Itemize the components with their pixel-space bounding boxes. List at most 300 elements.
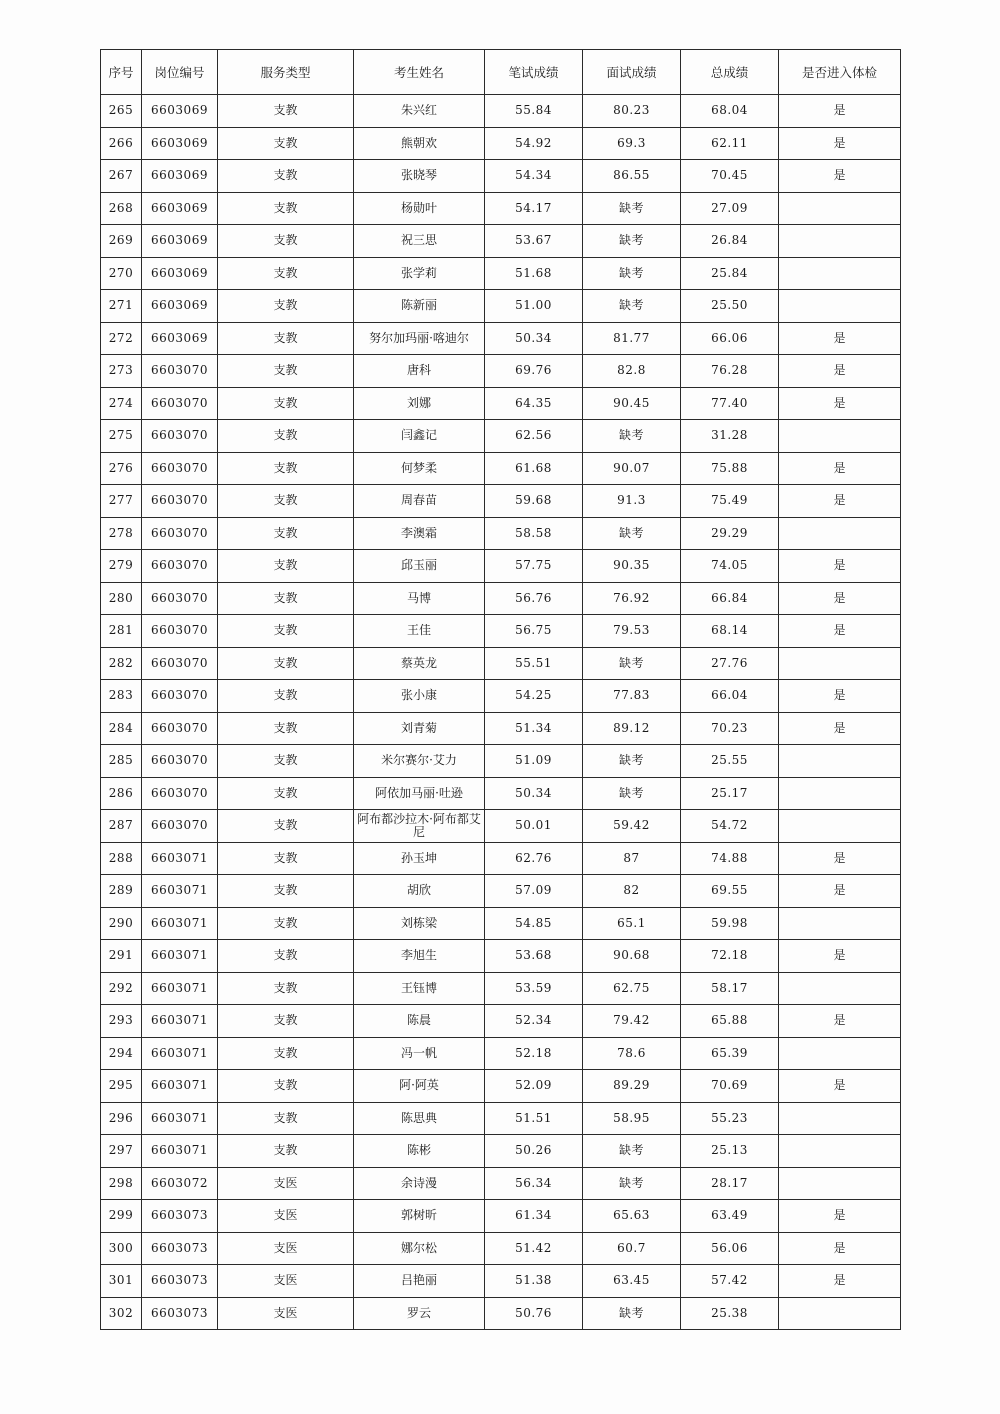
cell-candidate-name: 李旭生 <box>354 940 485 973</box>
cell-interview-score: 82.8 <box>583 355 681 388</box>
cell-seq: 299 <box>101 1200 142 1233</box>
cell-post-code: 6603071 <box>142 940 218 973</box>
header-seq: 序号 <box>101 50 142 95</box>
cell-service-type: 支教 <box>218 257 354 290</box>
header-written-score: 笔试成绩 <box>485 50 583 95</box>
cell-written-score: 53.59 <box>485 972 583 1005</box>
cell-physical-exam: 是 <box>779 842 901 875</box>
cell-post-code: 6603069 <box>142 95 218 128</box>
cell-total-score: 26.84 <box>681 225 779 258</box>
cell-interview-score: 89.29 <box>583 1070 681 1103</box>
cell-candidate-name: 吕艳丽 <box>354 1265 485 1298</box>
table-row <box>101 322 901 355</box>
cell-service-type: 支医 <box>218 1297 354 1330</box>
cell-candidate-name: 冯一帆 <box>354 1037 485 1070</box>
cell-physical-exam: 是 <box>779 387 901 420</box>
cell-post-code: 6603073 <box>142 1297 218 1330</box>
cell-interview-score: 缺考 <box>583 1167 681 1200</box>
table-row <box>101 517 901 550</box>
cell-physical-exam: 是 <box>779 95 901 128</box>
cell-seq: 295 <box>101 1070 142 1103</box>
score-table <box>100 49 901 1330</box>
cell-seq: 284 <box>101 712 142 745</box>
cell-service-type: 支教 <box>218 810 354 843</box>
cell-service-type: 支教 <box>218 517 354 550</box>
cell-physical-exam <box>779 517 901 550</box>
cell-physical-exam <box>779 1037 901 1070</box>
cell-physical-exam <box>779 1135 901 1168</box>
cell-total-score: 28.17 <box>681 1167 779 1200</box>
cell-written-score: 62.56 <box>485 420 583 453</box>
cell-candidate-name: 张小康 <box>354 680 485 713</box>
cell-written-score: 57.75 <box>485 550 583 583</box>
table-row <box>101 1232 901 1265</box>
cell-physical-exam <box>779 290 901 323</box>
cell-physical-exam: 是 <box>779 582 901 615</box>
cell-post-code: 6603071 <box>142 1135 218 1168</box>
cell-total-score: 25.55 <box>681 745 779 778</box>
table-row <box>101 647 901 680</box>
cell-candidate-name: 马博 <box>354 582 485 615</box>
cell-interview-score: 59.42 <box>583 810 681 843</box>
cell-total-score: 69.55 <box>681 875 779 908</box>
cell-total-score: 70.45 <box>681 160 779 193</box>
cell-physical-exam: 是 <box>779 550 901 583</box>
cell-physical-exam: 是 <box>779 1005 901 1038</box>
cell-service-type: 支教 <box>218 972 354 1005</box>
cell-total-score: 25.84 <box>681 257 779 290</box>
cell-service-type: 支教 <box>218 1102 354 1135</box>
cell-seq: 283 <box>101 680 142 713</box>
cell-physical-exam: 是 <box>779 940 901 973</box>
cell-written-score: 59.68 <box>485 485 583 518</box>
cell-interview-score: 缺考 <box>583 647 681 680</box>
cell-physical-exam <box>779 1167 901 1200</box>
cell-physical-exam: 是 <box>779 615 901 648</box>
table-row <box>101 810 901 843</box>
cell-written-score: 51.68 <box>485 257 583 290</box>
cell-service-type: 支教 <box>218 485 354 518</box>
cell-post-code: 6603070 <box>142 712 218 745</box>
cell-service-type: 支教 <box>218 875 354 908</box>
cell-seq: 267 <box>101 160 142 193</box>
cell-service-type: 支教 <box>218 712 354 745</box>
table-row <box>101 680 901 713</box>
cell-seq: 269 <box>101 225 142 258</box>
cell-total-score: 25.17 <box>681 777 779 810</box>
cell-seq: 287 <box>101 810 142 843</box>
cell-physical-exam: 是 <box>779 1232 901 1265</box>
cell-interview-score: 89.12 <box>583 712 681 745</box>
cell-post-code: 6603073 <box>142 1265 218 1298</box>
cell-seq: 298 <box>101 1167 142 1200</box>
cell-service-type: 支教 <box>218 647 354 680</box>
cell-post-code: 6603073 <box>142 1232 218 1265</box>
cell-seq: 294 <box>101 1037 142 1070</box>
cell-interview-score: 缺考 <box>583 192 681 225</box>
cell-total-score: 65.39 <box>681 1037 779 1070</box>
cell-interview-score: 87 <box>583 842 681 875</box>
cell-total-score: 68.14 <box>681 615 779 648</box>
cell-candidate-name: 杨勋叶 <box>354 192 485 225</box>
cell-written-score: 58.58 <box>485 517 583 550</box>
cell-interview-score: 79.42 <box>583 1005 681 1038</box>
cell-seq: 288 <box>101 842 142 875</box>
cell-candidate-name: 阿·阿英 <box>354 1070 485 1103</box>
table-row <box>101 972 901 1005</box>
cell-interview-score: 79.53 <box>583 615 681 648</box>
cell-total-score: 25.38 <box>681 1297 779 1330</box>
cell-interview-score: 86.55 <box>583 160 681 193</box>
cell-seq: 291 <box>101 940 142 973</box>
table-row <box>101 1200 901 1233</box>
cell-service-type: 支教 <box>218 907 354 940</box>
cell-total-score: 75.88 <box>681 452 779 485</box>
cell-written-score: 51.34 <box>485 712 583 745</box>
cell-written-score: 61.68 <box>485 452 583 485</box>
cell-post-code: 6603070 <box>142 615 218 648</box>
cell-written-score: 51.42 <box>485 1232 583 1265</box>
cell-candidate-name: 朱兴红 <box>354 95 485 128</box>
cell-service-type: 支教 <box>218 127 354 160</box>
cell-interview-score: 缺考 <box>583 745 681 778</box>
cell-interview-score: 90.45 <box>583 387 681 420</box>
cell-total-score: 27.76 <box>681 647 779 680</box>
cell-candidate-name: 王佳 <box>354 615 485 648</box>
table-row <box>101 452 901 485</box>
cell-interview-score: 63.45 <box>583 1265 681 1298</box>
cell-post-code: 6603071 <box>142 972 218 1005</box>
cell-service-type: 支教 <box>218 777 354 810</box>
cell-interview-score: 82 <box>583 875 681 908</box>
cell-physical-exam: 是 <box>779 160 901 193</box>
table-row <box>101 127 901 160</box>
cell-post-code: 6603070 <box>142 355 218 388</box>
cell-total-score: 25.50 <box>681 290 779 323</box>
table-row <box>101 1005 901 1038</box>
cell-candidate-name: 阿依加马丽·吐逊 <box>354 777 485 810</box>
cell-seq: 276 <box>101 452 142 485</box>
cell-seq: 301 <box>101 1265 142 1298</box>
cell-candidate-name: 郭树昕 <box>354 1200 485 1233</box>
cell-physical-exam <box>779 192 901 225</box>
cell-seq: 277 <box>101 485 142 518</box>
table-row <box>101 875 901 908</box>
cell-written-score: 56.34 <box>485 1167 583 1200</box>
cell-seq: 289 <box>101 875 142 908</box>
cell-interview-score: 77.83 <box>583 680 681 713</box>
cell-total-score: 76.28 <box>681 355 779 388</box>
table-row <box>101 355 901 388</box>
cell-seq: 268 <box>101 192 142 225</box>
cell-seq: 302 <box>101 1297 142 1330</box>
table-row <box>101 1167 901 1200</box>
cell-post-code: 6603071 <box>142 1102 218 1135</box>
cell-written-score: 51.09 <box>485 745 583 778</box>
cell-total-score: 66.06 <box>681 322 779 355</box>
table-row <box>101 712 901 745</box>
cell-service-type: 支医 <box>218 1232 354 1265</box>
cell-candidate-name: 张晓琴 <box>354 160 485 193</box>
cell-service-type: 支医 <box>218 1265 354 1298</box>
cell-candidate-name: 闫鑫记 <box>354 420 485 453</box>
cell-physical-exam <box>779 647 901 680</box>
table-body <box>101 95 901 1330</box>
cell-interview-score: 58.95 <box>583 1102 681 1135</box>
cell-seq: 273 <box>101 355 142 388</box>
cell-service-type: 支教 <box>218 420 354 453</box>
cell-interview-score: 缺考 <box>583 517 681 550</box>
cell-total-score: 74.88 <box>681 842 779 875</box>
table-row <box>101 1135 901 1168</box>
cell-service-type: 支教 <box>218 582 354 615</box>
table-row <box>101 290 901 323</box>
cell-post-code: 6603070 <box>142 680 218 713</box>
cell-seq: 274 <box>101 387 142 420</box>
cell-total-score: 62.11 <box>681 127 779 160</box>
cell-total-score: 63.49 <box>681 1200 779 1233</box>
cell-candidate-name: 周春苗 <box>354 485 485 518</box>
cell-service-type: 支教 <box>218 1037 354 1070</box>
cell-candidate-name: 阿布都沙拉木·阿布都艾尼 <box>354 810 485 843</box>
cell-service-type: 支医 <box>218 1167 354 1200</box>
cell-post-code: 6603070 <box>142 485 218 518</box>
cell-interview-score: 81.77 <box>583 322 681 355</box>
cell-interview-score: 76.92 <box>583 582 681 615</box>
header-physical-exam: 是否进入体检 <box>779 50 901 95</box>
table-row <box>101 1297 901 1330</box>
cell-total-score: 75.49 <box>681 485 779 518</box>
table-row <box>101 420 901 453</box>
cell-service-type: 支教 <box>218 615 354 648</box>
cell-post-code: 6603069 <box>142 290 218 323</box>
cell-post-code: 6603070 <box>142 777 218 810</box>
cell-interview-score: 90.07 <box>583 452 681 485</box>
cell-post-code: 6603070 <box>142 647 218 680</box>
cell-post-code: 6603069 <box>142 160 218 193</box>
cell-interview-score: 90.35 <box>583 550 681 583</box>
table-row <box>101 842 901 875</box>
cell-total-score: 57.42 <box>681 1265 779 1298</box>
cell-total-score: 66.04 <box>681 680 779 713</box>
table-header-row <box>101 50 901 95</box>
cell-candidate-name: 王钰博 <box>354 972 485 1005</box>
cell-total-score: 56.06 <box>681 1232 779 1265</box>
cell-seq: 285 <box>101 745 142 778</box>
cell-written-score: 56.76 <box>485 582 583 615</box>
cell-service-type: 支教 <box>218 680 354 713</box>
cell-interview-score: 缺考 <box>583 257 681 290</box>
cell-post-code: 6603069 <box>142 192 218 225</box>
cell-written-score: 56.75 <box>485 615 583 648</box>
cell-service-type: 支教 <box>218 225 354 258</box>
cell-interview-score: 80.23 <box>583 95 681 128</box>
cell-service-type: 支教 <box>218 355 354 388</box>
cell-physical-exam: 是 <box>779 680 901 713</box>
cell-post-code: 6603069 <box>142 257 218 290</box>
cell-candidate-name: 努尔加玛丽·喀迪尔 <box>354 322 485 355</box>
cell-candidate-name: 孙玉坤 <box>354 842 485 875</box>
cell-total-score: 70.23 <box>681 712 779 745</box>
cell-written-score: 50.34 <box>485 322 583 355</box>
header-service-type: 服务类型 <box>218 50 354 95</box>
cell-total-score: 65.88 <box>681 1005 779 1038</box>
cell-written-score: 51.51 <box>485 1102 583 1135</box>
cell-candidate-name: 祝三思 <box>354 225 485 258</box>
cell-candidate-name: 刘娜 <box>354 387 485 420</box>
cell-candidate-name: 罗云 <box>354 1297 485 1330</box>
cell-written-score: 53.67 <box>485 225 583 258</box>
cell-candidate-name: 李澳霜 <box>354 517 485 550</box>
table-row <box>101 907 901 940</box>
cell-physical-exam: 是 <box>779 485 901 518</box>
cell-post-code: 6603072 <box>142 1167 218 1200</box>
table-row <box>101 95 901 128</box>
cell-interview-score: 62.75 <box>583 972 681 1005</box>
cell-total-score: 54.72 <box>681 810 779 843</box>
cell-physical-exam <box>779 1297 901 1330</box>
cell-total-score: 58.17 <box>681 972 779 1005</box>
cell-candidate-name: 余诗漫 <box>354 1167 485 1200</box>
cell-service-type: 支教 <box>218 290 354 323</box>
cell-physical-exam: 是 <box>779 1200 901 1233</box>
cell-seq: 265 <box>101 95 142 128</box>
cell-physical-exam: 是 <box>779 875 901 908</box>
cell-interview-score: 90.68 <box>583 940 681 973</box>
cell-interview-score: 缺考 <box>583 420 681 453</box>
cell-seq: 297 <box>101 1135 142 1168</box>
cell-interview-score: 65.63 <box>583 1200 681 1233</box>
cell-post-code: 6603071 <box>142 875 218 908</box>
cell-written-score: 55.84 <box>485 95 583 128</box>
cell-physical-exam: 是 <box>779 1265 901 1298</box>
table-row <box>101 1102 901 1135</box>
cell-written-score: 55.51 <box>485 647 583 680</box>
cell-service-type: 支教 <box>218 1135 354 1168</box>
cell-candidate-name: 米尔赛尔·艾力 <box>354 745 485 778</box>
cell-post-code: 6603071 <box>142 1005 218 1038</box>
cell-written-score: 52.34 <box>485 1005 583 1038</box>
cell-seq: 281 <box>101 615 142 648</box>
cell-post-code: 6603070 <box>142 452 218 485</box>
cell-interview-score: 78.6 <box>583 1037 681 1070</box>
cell-written-score: 50.26 <box>485 1135 583 1168</box>
cell-written-score: 51.00 <box>485 290 583 323</box>
cell-candidate-name: 陈新丽 <box>354 290 485 323</box>
cell-candidate-name: 娜尔松 <box>354 1232 485 1265</box>
table-row <box>101 485 901 518</box>
cell-seq: 272 <box>101 322 142 355</box>
cell-service-type: 支教 <box>218 322 354 355</box>
cell-service-type: 支教 <box>218 95 354 128</box>
cell-interview-score: 缺考 <box>583 1297 681 1330</box>
table-row <box>101 615 901 648</box>
cell-written-score: 51.38 <box>485 1265 583 1298</box>
cell-candidate-name: 熊朝欢 <box>354 127 485 160</box>
cell-total-score: 29.29 <box>681 517 779 550</box>
cell-seq: 270 <box>101 257 142 290</box>
cell-written-score: 53.68 <box>485 940 583 973</box>
cell-written-score: 52.18 <box>485 1037 583 1070</box>
cell-written-score: 61.34 <box>485 1200 583 1233</box>
cell-candidate-name: 蔡英龙 <box>354 647 485 680</box>
cell-written-score: 64.35 <box>485 387 583 420</box>
cell-post-code: 6603070 <box>142 420 218 453</box>
cell-interview-score: 60.7 <box>583 1232 681 1265</box>
header-candidate-name: 考生姓名 <box>354 50 485 95</box>
table-row <box>101 777 901 810</box>
cell-total-score: 31.28 <box>681 420 779 453</box>
cell-seq: 271 <box>101 290 142 323</box>
cell-post-code: 6603069 <box>142 225 218 258</box>
cell-service-type: 支医 <box>218 1200 354 1233</box>
cell-physical-exam: 是 <box>779 712 901 745</box>
cell-written-score: 54.85 <box>485 907 583 940</box>
cell-total-score: 27.09 <box>681 192 779 225</box>
cell-interview-score: 91.3 <box>583 485 681 518</box>
cell-seq: 296 <box>101 1102 142 1135</box>
table-row <box>101 582 901 615</box>
cell-total-score: 72.18 <box>681 940 779 973</box>
cell-written-score: 57.09 <box>485 875 583 908</box>
cell-physical-exam: 是 <box>779 355 901 388</box>
cell-post-code: 6603071 <box>142 1037 218 1070</box>
cell-service-type: 支教 <box>218 1070 354 1103</box>
cell-physical-exam: 是 <box>779 1070 901 1103</box>
cell-service-type: 支教 <box>218 452 354 485</box>
cell-physical-exam: 是 <box>779 452 901 485</box>
cell-service-type: 支教 <box>218 745 354 778</box>
cell-candidate-name: 张学莉 <box>354 257 485 290</box>
cell-seq: 300 <box>101 1232 142 1265</box>
cell-physical-exam <box>779 1102 901 1135</box>
cell-service-type: 支教 <box>218 550 354 583</box>
table-row <box>101 940 901 973</box>
cell-written-score: 54.34 <box>485 160 583 193</box>
table-row <box>101 257 901 290</box>
cell-service-type: 支教 <box>218 940 354 973</box>
cell-service-type: 支教 <box>218 192 354 225</box>
cell-total-score: 77.40 <box>681 387 779 420</box>
cell-interview-score: 缺考 <box>583 290 681 323</box>
cell-physical-exam <box>779 745 901 778</box>
cell-total-score: 70.69 <box>681 1070 779 1103</box>
cell-total-score: 55.23 <box>681 1102 779 1135</box>
cell-seq: 275 <box>101 420 142 453</box>
cell-service-type: 支教 <box>218 387 354 420</box>
cell-candidate-name: 邱玉丽 <box>354 550 485 583</box>
cell-seq: 278 <box>101 517 142 550</box>
cell-candidate-name: 陈思典 <box>354 1102 485 1135</box>
cell-candidate-name: 何梦柔 <box>354 452 485 485</box>
cell-written-score: 52.09 <box>485 1070 583 1103</box>
cell-post-code: 6603071 <box>142 907 218 940</box>
table-row <box>101 1265 901 1298</box>
cell-physical-exam <box>779 225 901 258</box>
cell-physical-exam <box>779 972 901 1005</box>
cell-post-code: 6603070 <box>142 582 218 615</box>
cell-written-score: 50.76 <box>485 1297 583 1330</box>
cell-seq: 282 <box>101 647 142 680</box>
table-row <box>101 192 901 225</box>
table-row <box>101 745 901 778</box>
cell-written-score: 50.34 <box>485 777 583 810</box>
cell-seq: 292 <box>101 972 142 1005</box>
cell-seq: 266 <box>101 127 142 160</box>
cell-total-score: 59.98 <box>681 907 779 940</box>
table-row <box>101 160 901 193</box>
cell-interview-score: 缺考 <box>583 777 681 810</box>
